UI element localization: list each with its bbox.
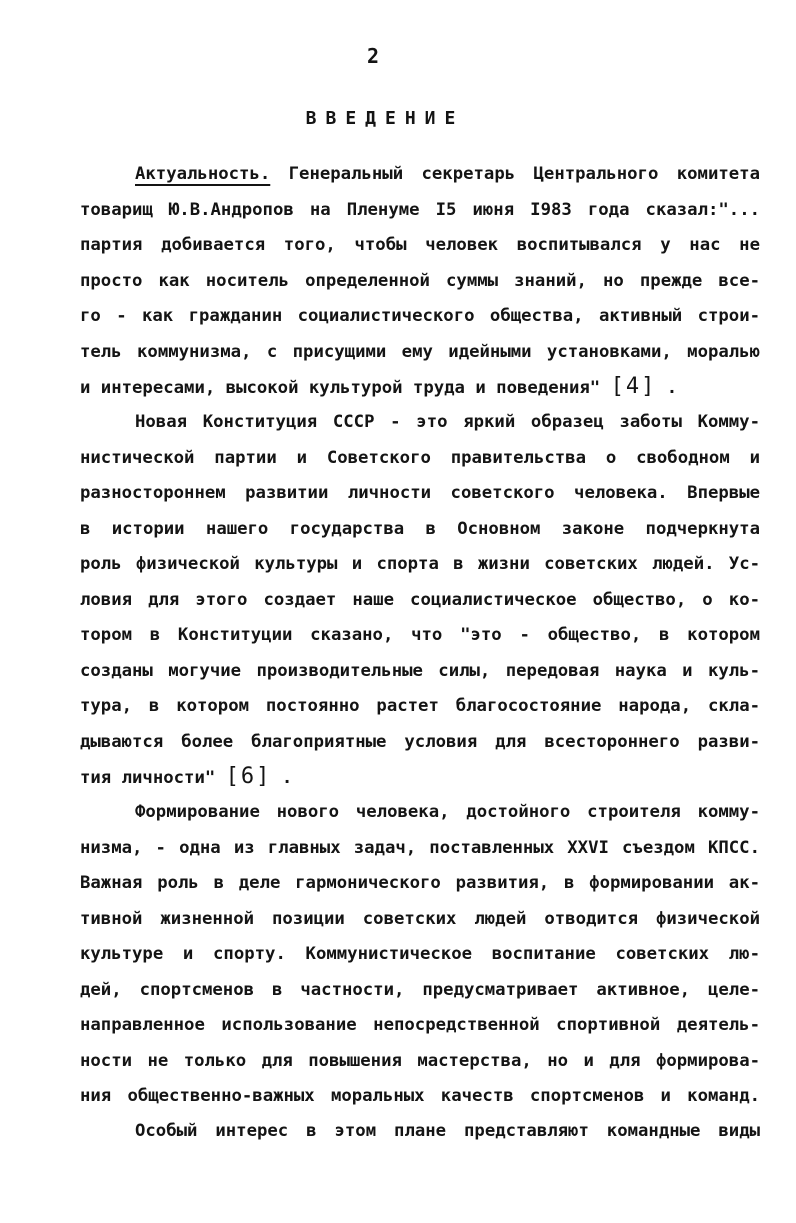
paragraph-3-line-5: культуре и спорту. Коммунистическое воспитание советских лю- [80,944,760,964]
paragraph-3-line-8: ности не только для повышения мастерства, но и для формирова- [80,1051,760,1071]
paragraph-2-line-2: нистической партии и Советского правительства о свободном и [80,448,760,468]
paragraph-2-line-11 [80,760,292,794]
paragraph-3-line-6: дей, спортсменов в частности, предусматривает активное, целе- [80,980,760,1000]
paragraph-3-line-9: ния общественно-важных моральных качеств спортсменов и команд. [80,1086,760,1106]
text-span: и интересами, высокой культурой труда и поведения" [80,378,611,398]
text-span: . [271,768,293,788]
paragraph-2-line-9: тура, в котором постоянно растет благосостояние народа, скла- [80,696,760,716]
keyword-label: Актуальность. [135,164,271,184]
paragraph-2-line-1: Новая Конституция СССР - это яркий образец заботы Комму- [135,412,760,432]
paragraph-3-line-7: направленное использование непосредственной спортивной деятель- [80,1015,760,1035]
paragraph-1-line-4: просто как носитель определенной суммы знаний, но прежде все- [80,271,760,291]
paragraph-3-line-1: Формирование нового человека, достойного строителя комму- [135,802,760,822]
text-span: тия личности" [80,768,226,788]
page-number: 2 [366,44,380,68]
paragraph-2-line-4: в истории нашего государства в Основном законе подчеркнута [80,519,760,539]
paragraph-2-line-3: разностороннем развитии личности советского человека. Впервые [80,483,760,503]
paragraph-1-line-7 [80,370,677,404]
paragraph-2-line-7: тором в Конституции сказано, что "это - общество, в котором [80,625,760,645]
citation-reference: [6] [225,764,272,789]
paragraph-1-line-2: товарищ Ю.В.Андропов на Пленуме I5 июня I983 года сказал:"... [80,200,760,220]
paragraph-1-line-5: го - как гражданин социалистического общества, активный строи- [80,306,760,326]
paragraph-2-line-5: роль физической культуры и спорта в жизни советских людей. Ус- [80,554,760,574]
text-span: . [656,378,678,398]
paragraph-1-line-3: партия добивается того, чтобы человек воспитывался у нас не [80,235,760,255]
paragraph-3-line-2: низма, - одна из главных задач, поставленных XXVI съездом КПСС. [80,838,760,858]
paragraph-3-line-4: тивной жизненной позиции советских людей отводится физической [80,909,760,929]
text-span: Генеральный секретарь Центрального комитета [270,164,760,184]
paragraph-2-line-8: созданы могучие производительные силы, передовая наука и куль- [80,661,760,681]
paragraph-2-line-10: дываются более благоприятные условия для всестороннего разви- [80,732,760,752]
paragraph-4-line-1: Особый интерес в этом плане представляют командные виды [135,1121,760,1141]
section-heading: ВВЕДЕНИЕ [305,108,465,129]
paragraph-2-line-6: ловия для этого создает наше социалистическое общество, о ко- [80,590,760,610]
paragraph-1-line-1 [135,157,760,191]
paragraph-3-line-3: Важная роль в деле гармонического развития, в формировании ак- [80,873,760,893]
paragraph-1-line-6: тель коммунизма, с присущими ему идейными установками, моралью [80,342,760,362]
citation-reference: [4] [610,374,657,399]
